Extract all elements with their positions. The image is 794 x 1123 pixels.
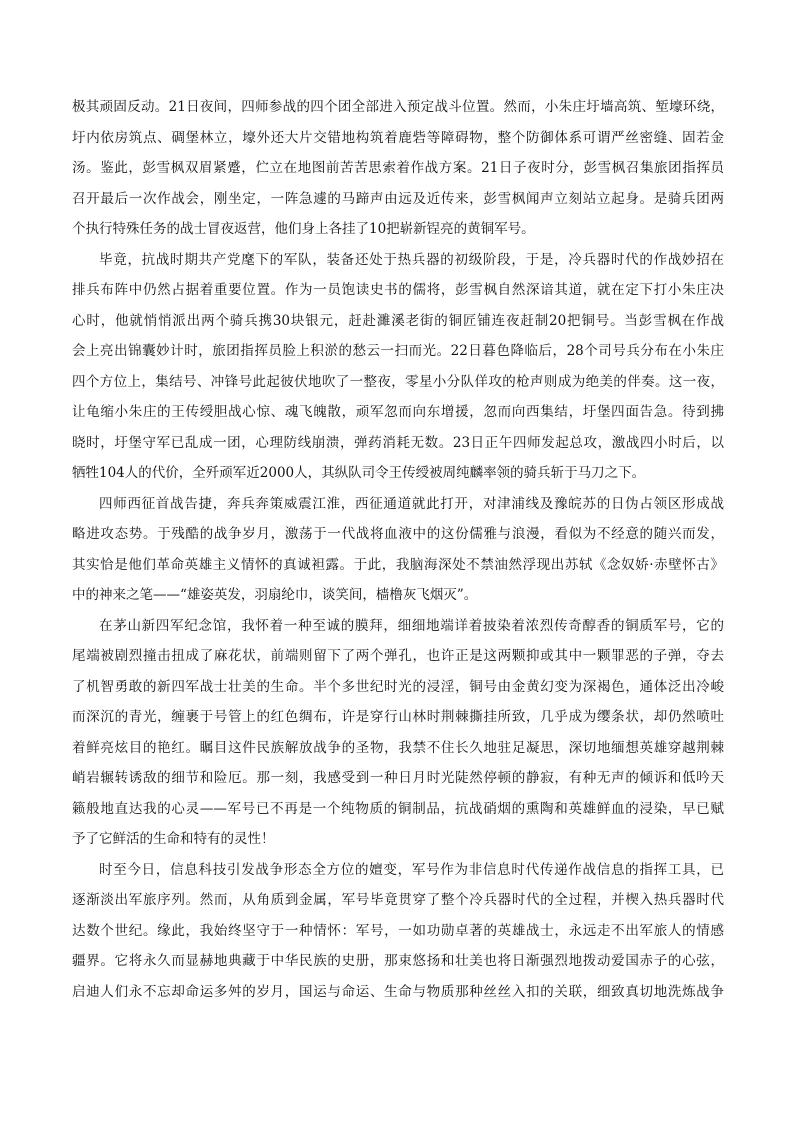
paragraph: [72, 489, 724, 611]
text-line: 籁般地直达我的心灵——军号已不再是一个纯物质的铜制品，抗战硝烟的熏陶和英雄鲜血的浸染，早已赋: [72, 800, 724, 817]
text-line: 在茅山新四军纪念馆，我怀着一种至诚的膜拜，细细地端详着披染着浓烈传奇醇香的铜质军号，它的: [99, 617, 724, 634]
text-line: 着鲜亮炫目的艳红。瞩目这件民族解放战争的圣物，我禁不住长久地驻足凝思，深切地缅想英雄穿越荆棘: [72, 739, 724, 756]
text-line: 四师西征首战告捷，奔兵奔策威震江淮，西征通道就此打开，对津浦线及豫皖苏的日伪占领区形成战: [99, 495, 724, 512]
text-line: 牺牲104人的代价，全歼顽军近2000人，其纵队司令王传绶被周纯麟率领的骑兵斩于马刀之下。: [72, 465, 646, 481]
text-line: 让龟缩小朱庄的王传绶胆战心惊、魂飞魄散，顽军忽而向东增援，忽而向西集结，圩堡四面告急。待到拂: [72, 404, 724, 420]
text-line: 晓时，圩堡守军已乱成一团，心理防线崩溃，弹药消耗无数。23日正午四师发起总攻，激战四小时后，以: [72, 434, 724, 451]
paragraph: [72, 245, 724, 489]
paragraph: [72, 92, 724, 245]
text-line: 会上亮出锦囊妙计时，旅团指挥员脸上积淤的愁云一扫而光。22日暮色降临后，28个司号兵分布在小朱庄: [72, 343, 724, 359]
paragraph: [72, 855, 724, 1008]
text-line: 毕竟，抗战时期共产党麾下的军队，装备还处于热兵器的初级阶段，于是，冷兵器时代的作战妙招在: [99, 251, 724, 268]
text-line: 了机智勇敢的新四军战士壮美的生命。半个多世纪时光的浸淫，铜号由金黄幻变为深褐色，通体泛出冷峻: [72, 678, 724, 695]
text-line: 排兵布阵中仍然占据着重要位置。作为一员饱读史书的儒将，彭雪枫自然深谙其道，就在定下打小朱庄决: [72, 282, 724, 298]
text-line: 略进攻态势。于残酷的战争岁月，激荡于一代战将血液中的这份儒雅与浪漫，看似为不经意的随兴而发，: [72, 526, 724, 542]
text-line: 召开最后一次作战会，刚坐定，一阵急遽的马蹄声由远及近传来，彭雪枫闻声立刻站立起身。是骑兵团两: [72, 190, 724, 207]
text-line: 达数个世纪。缘此，我始终坚守于一种情怀：军号，一如功勋卓著的英雄战士，永远走不出军旅人的情感: [72, 922, 724, 939]
text-line: 四个方位上，集结号、冲锋号此起彼伏地吹了一整夜，零星小分队佯攻的枪声则成为绝美的伴奏。这一夜，: [72, 373, 724, 390]
text-line: 圩内依房筑点、碉堡林立，壕外还大片交错地构筑着鹿砦等障碍物，整个防御体系可谓严丝密缝、固若金: [72, 129, 724, 146]
text-line: 峭岩辗转诱敌的细节和险厄。那一刻，我感受到一种日月时光陡然停顿的静寂，有种无声的倾诉和低吟天: [72, 770, 724, 786]
text-line: 启迪人们永不忘却命运多舛的岁月，国运与命运、生命与物质那种丝丝入扣的关联，细致真切地洗炼战争: [72, 983, 724, 1000]
text-line: 汤。鉴此，彭雪枫双眉紧蹙，伫立在地图前苦苦思索着作战方案。21日子夜时分，彭雪枫召集旅团指挥员: [72, 160, 724, 176]
paragraph: [72, 611, 724, 855]
text-line: 疆界。它将永久而显赫地典藏于中华民族的史册，那束悠扬和壮美也将日渐强烈地拨动爱国赤子的心弦，: [72, 953, 724, 969]
text-line: 予了它鲜活的生命和特有的灵性！: [72, 831, 275, 847]
text-line: 时至今日，信息科技引发战争形态全方位的嬗变，军号作为非信息时代传递作战信息的指挥工具，已: [99, 861, 724, 878]
text-line: 极其顽固反动。21日夜间，四师参战的四个团全部进入预定战斗位置。然而，小朱庄圩墙高筑、堑壕环绕，: [72, 99, 724, 115]
text-line: 逐渐淡出军旅序列。然而，从角质到金属，军号毕竟贯穿了整个冷兵器时代的全过程，并楔入热兵器时代: [72, 892, 724, 908]
text-line: 而深沉的青光，缠裹于号管上的红色绸布，许是穿行山林时荆棘撕挂所致，几乎成为缨条状，却仍然喷吐: [72, 709, 724, 725]
text-line: 中的神来之笔——“雄姿英发，羽扇纶巾，谈笑间，樯橹灰飞烟灭”。: [72, 587, 478, 603]
text-line: 个执行特殊任务的战士冒夜返营，他们身上各挂了10把崭新锃亮的黄铜军号。: [72, 221, 535, 237]
text-line: 其实恰是他们革命英雄主义情怀的真诚袒露。于此，我脑海深处不禁油然浮现出苏轼《念奴娇·赤壁怀古》: [72, 556, 724, 573]
text-line: 心时，他就悄悄派出两个骑兵携30块银元，赶赴濉溪老街的铜匠铺连夜赶制20把铜号。当彭雪枫在作战: [72, 312, 724, 329]
article-body: [72, 92, 724, 1007]
text-line: 尾端被剧烈撞击扭成了麻花状，前端则留下了两个弹孔，也许正是这两颗抑或其中一颗罪恶的子弹，夺去: [72, 648, 724, 664]
